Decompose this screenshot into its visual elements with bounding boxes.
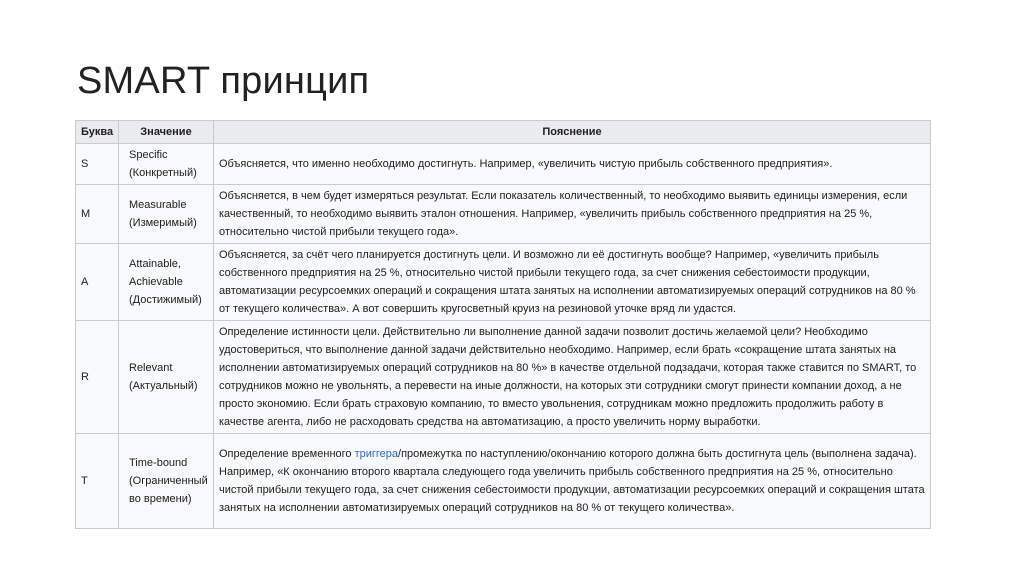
- table-row-a: [76, 244, 931, 321]
- smart-table: [75, 120, 931, 529]
- row-meaning: [119, 185, 214, 244]
- table-row-s: [76, 144, 931, 185]
- table-row-t: [76, 434, 931, 529]
- meaning-line: (Конкретный): [129, 167, 197, 179]
- row-letter: R: [76, 321, 119, 434]
- row-explanation: Определение истинности цели. Действительно ли выполнение данной задачи позволит достичь желаемой цели? Необходимо удостовериться, что выполнение данной задачи действительно необходимо. Например, если брать «сокращение штата занятых на исполнении автоматизируемых операций сотрудников на 80 %» в качестве отдельной подзадачи, которая также ставится по SMART, то сотрудников можно не увольнять, а перевести на иные должности, на которых эти сотрудники смогут принести компании доход, а не просто экономию. Если брать страховую компанию, то вместо увольнения, сотрудникам можно предложить продолжить работу в качестве агента, либо не расходовать средства на автоматизацию, а просто увеличить норму выработки.: [214, 321, 931, 434]
- header-explanation: Пояснение: [214, 121, 931, 144]
- row-explanation: [214, 434, 931, 529]
- slide-title: SMART принцип: [77, 60, 370, 102]
- meaning-line: Achievable: [129, 276, 183, 288]
- meaning-line: (Достижимый): [129, 294, 202, 306]
- table-row-r: [76, 321, 931, 434]
- meaning-line: (Измеримый): [129, 217, 197, 229]
- row-letter: A: [76, 244, 119, 321]
- trigger-link[interactable]: триггера: [354, 448, 399, 460]
- explanation-text: /промежутка по наступлению/окончанию которого должна быть достигнута цель (выполнена задача). Например, «К окончанию второго квартала следующего года увеличить прибыль собственного предприятия на 25 %, относительно чистой прибыли текущего года, за счет снижения себестоимости продукции, автоматизации ресурсоемких операций и сокращения штата занятых на исполнении автоматизируемых операций сотрудников на 80 % от текущего количества».: [219, 448, 925, 514]
- row-explanation: Объясняется, что именно необходимо достигнуть. Например, «увеличить чистую прибыль собственного предприятия».: [214, 144, 931, 185]
- row-explanation: Объясняется, в чем будет измеряться результат. Если показатель количественный, то необходимо выявить единицы измерения, если качественный, то необходимо выявить эталон отношения. Например, «увеличить прибыль собственного предприятия на 25 %, относительно чистой прибыли текущего года».: [214, 185, 931, 244]
- meaning-line: во времени): [129, 493, 192, 505]
- meaning-line: Measurable: [129, 199, 187, 211]
- row-meaning: [119, 144, 214, 185]
- table-header-row: [76, 121, 931, 144]
- row-meaning: [119, 321, 214, 434]
- row-letter: S: [76, 144, 119, 185]
- row-explanation: Объясняется, за счёт чего планируется достигнуть цели. И возможно ли её достигнуть вообще? Например, «увеличить прибыль собственного предприятия на 25 %, относительно чистой прибыли текущего года, за счет снижения себестоимости продукции, автоматизации ресурсоемких операций и сокращения штата занятых на исполнении автоматизируемых операций сотрудников на 80 % от текущего количества». А вот совершить кругосветный круиз на резиновой уточке вряд ли удастся.: [214, 244, 931, 321]
- meaning-line: (Актуальный): [129, 380, 198, 392]
- table-row-m: [76, 185, 931, 244]
- row-letter: T: [76, 434, 119, 529]
- meaning-line: Relevant: [129, 362, 173, 374]
- row-meaning: [119, 434, 214, 529]
- header-letter: Буква: [76, 121, 119, 144]
- meaning-line: Attainable,: [129, 258, 181, 270]
- meaning-line: Time-bound: [129, 457, 188, 469]
- meaning-line: Specific: [129, 149, 168, 161]
- explanation-text: Определение временного: [219, 448, 355, 460]
- row-meaning: [119, 244, 214, 321]
- row-letter: M: [76, 185, 119, 244]
- meaning-line: (Ограниченный: [129, 475, 208, 487]
- header-meaning: Значение: [119, 121, 214, 144]
